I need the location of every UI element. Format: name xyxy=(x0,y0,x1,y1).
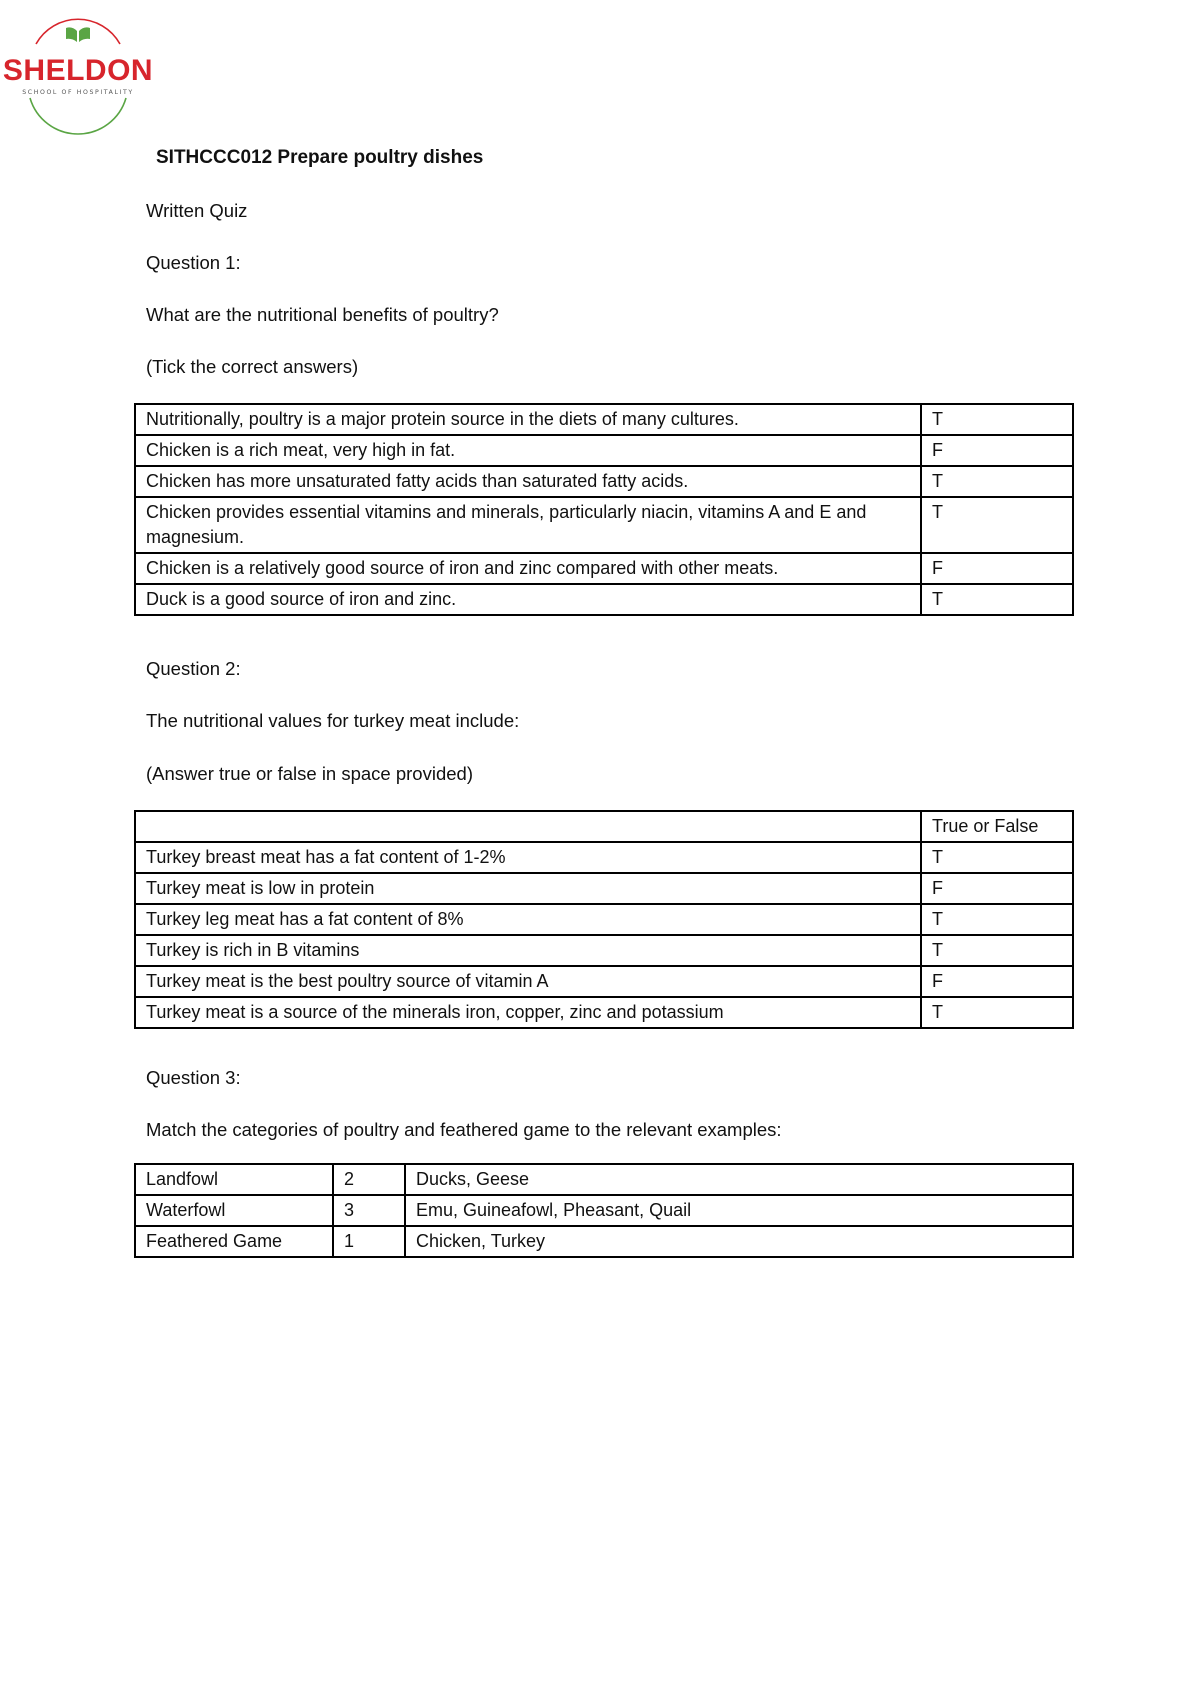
q1-prompt: What are the nutritional benefits of poultry? xyxy=(146,304,499,325)
q1-heading: Question 1: xyxy=(146,252,241,273)
answer-cell: F xyxy=(921,553,1073,584)
q1-instruction: (Tick the correct answers) xyxy=(146,356,359,377)
table-row xyxy=(135,1195,1073,1226)
answer-cell: T xyxy=(921,404,1073,435)
match-cell: 1 xyxy=(333,1226,405,1257)
q2-table xyxy=(134,810,1074,1029)
statement-cell: Duck is a good source of iron and zinc. xyxy=(135,584,921,615)
q3-heading: Question 3: xyxy=(146,1067,241,1088)
table-row xyxy=(135,553,1073,584)
q1-table xyxy=(134,403,1074,616)
examples-cell: Ducks, Geese xyxy=(405,1164,1073,1195)
answer-cell: T xyxy=(921,842,1073,873)
statement-cell: Turkey breast meat has a fat content of 1-2% xyxy=(135,842,921,873)
category-cell: Landfowl xyxy=(135,1164,333,1195)
logo-tagline: SCHOOL OF HOSPITALITY xyxy=(22,89,134,96)
category-cell: Feathered Game xyxy=(135,1226,333,1257)
table-row xyxy=(135,1164,1073,1195)
table-row xyxy=(135,435,1073,466)
table-row xyxy=(135,842,1073,873)
q2-prompt: The nutritional values for turkey meat include: xyxy=(146,710,520,731)
answer-cell: F xyxy=(921,873,1073,904)
answer-cell: T xyxy=(921,497,1073,553)
table-row xyxy=(135,497,1073,553)
statement-cell: Chicken is a rich meat, very high in fat. xyxy=(135,435,921,466)
q3-table xyxy=(134,1163,1074,1258)
statement-cell: Chicken has more unsaturated fatty acids than saturated fatty acids. xyxy=(135,466,921,497)
table-row xyxy=(135,466,1073,497)
answer-cell: T xyxy=(921,997,1073,1028)
statement-cell: Turkey is rich in B vitamins xyxy=(135,935,921,966)
category-cell: Waterfowl xyxy=(135,1195,333,1226)
match-cell: 2 xyxy=(333,1164,405,1195)
statement-cell: Turkey meat is a source of the minerals iron, copper, zinc and potassium xyxy=(135,997,921,1028)
table-header-row xyxy=(135,811,1073,842)
statement-cell: Chicken is a relatively good source of iron and zinc compared with other meats. xyxy=(135,553,921,584)
q3-prompt: Match the categories of poultry and feathered game to the relevant examples: xyxy=(146,1119,782,1140)
match-cell: 3 xyxy=(333,1195,405,1226)
table-row xyxy=(135,873,1073,904)
table-row xyxy=(135,404,1073,435)
answer-cell: T xyxy=(921,466,1073,497)
statement-cell: Turkey meat is the best poultry source of vitamin A xyxy=(135,966,921,997)
statement-cell: Turkey leg meat has a fat content of 8% xyxy=(135,904,921,935)
statement-cell: Chicken provides essential vitamins and minerals, particularly niacin, vitamins A and E and magnesium. xyxy=(135,497,921,553)
q2-heading: Question 2: xyxy=(146,658,241,679)
answer-cell: T xyxy=(921,935,1073,966)
document-title: SITHCCC012 Prepare poultry dishes xyxy=(156,147,484,168)
examples-cell: Emu, Guineafowl, Pheasant, Quail xyxy=(405,1195,1073,1226)
table-row xyxy=(135,1226,1073,1257)
column-header: True or False xyxy=(921,811,1073,842)
quiz-subtitle: Written Quiz xyxy=(146,200,248,221)
answer-cell: T xyxy=(921,584,1073,615)
answer-cell: F xyxy=(921,435,1073,466)
answer-cell: T xyxy=(921,904,1073,935)
sheldon-logo xyxy=(2,14,154,122)
statement-cell: Nutritionally, poultry is a major protein source in the diets of many cultures. xyxy=(135,404,921,435)
answer-cell: F xyxy=(921,966,1073,997)
header-empty-cell xyxy=(135,811,921,842)
table-row xyxy=(135,966,1073,997)
q2-instruction: (Answer true or false in space provided) xyxy=(146,763,473,784)
table-row xyxy=(135,584,1073,615)
table-row xyxy=(135,997,1073,1028)
examples-cell: Chicken, Turkey xyxy=(405,1226,1073,1257)
table-row xyxy=(135,904,1073,935)
statement-cell: Turkey meat is low in protein xyxy=(135,873,921,904)
logo-wordmark: SHELDON xyxy=(2,54,154,87)
table-row xyxy=(135,935,1073,966)
